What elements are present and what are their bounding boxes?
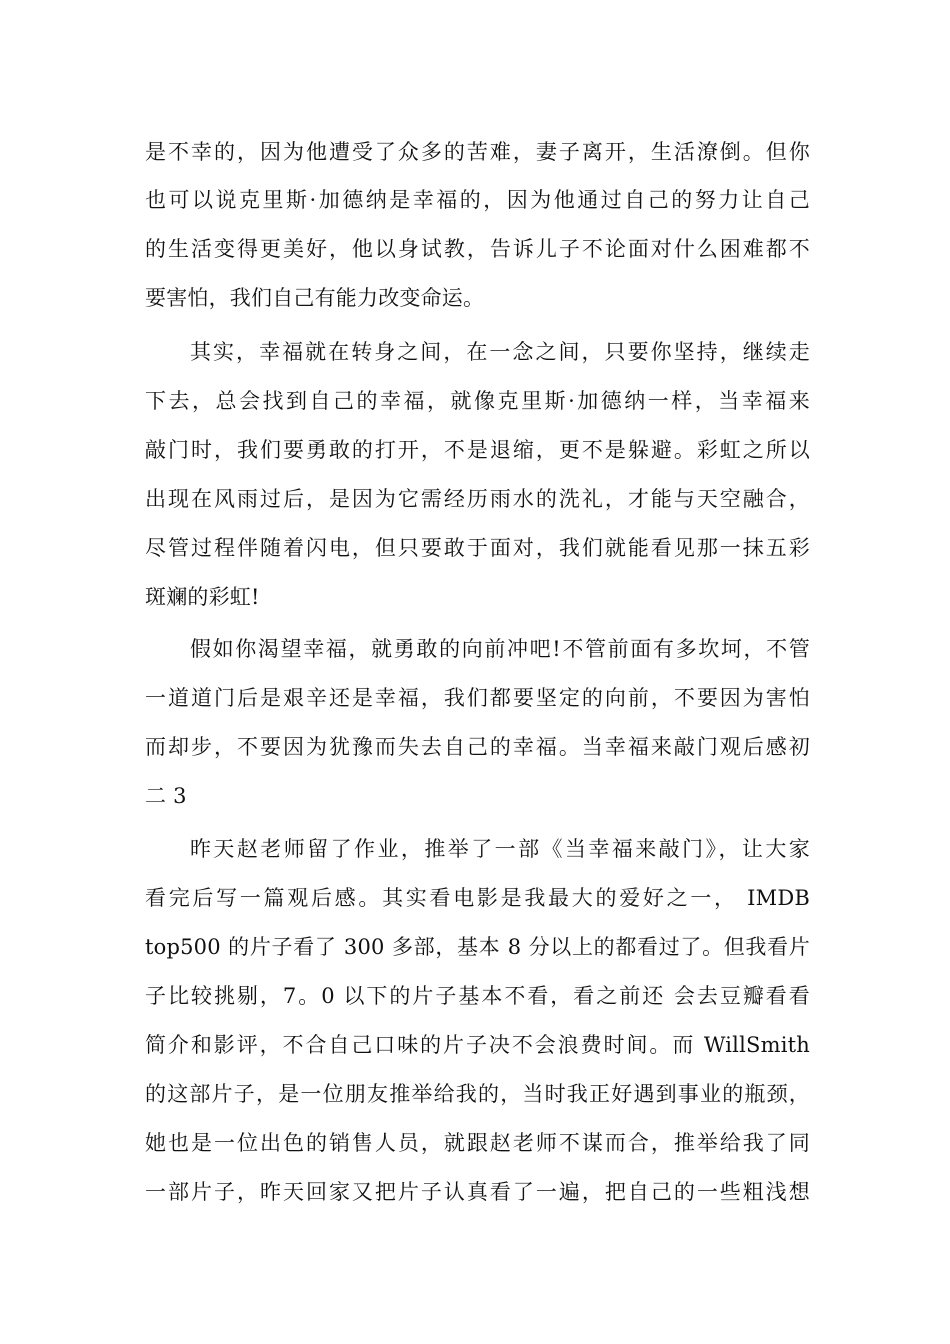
text-line: 二 3	[145, 784, 187, 808]
text-line: 一道道门后是艰辛还是幸福，我们都要坚定的向前，不要因为害怕	[145, 686, 810, 710]
text-line: 的生活变得更美好，他以身试教，告诉儿子不论面对什么困难都不	[145, 237, 810, 261]
text-line: 要害怕，我们自己有能力改变命运。	[145, 286, 485, 310]
paragraph-first-line: 昨天赵老师留了作业，推举了一部《当幸福来敲门》，让大家	[190, 837, 810, 861]
text-line: 她也是一位出色的销售人员，就跟赵老师不谋而合，推举给我了同	[145, 1131, 810, 1155]
text-line: 的这部片子，是一位朋友推举给我的，当时我正好遇到事业的瓶颈，	[145, 1082, 810, 1106]
text-line: 子比较挑剔，7。0 以下的片子基本不看，看之前还 会去豆瓣看看	[145, 984, 810, 1008]
text-line: 也可以说克里斯·加德纳是幸福的，因为他通过自己的努力让自己	[145, 188, 810, 212]
text-line: 一部片子，昨天回家又把片子认真看了一遍，把自己的一些粗浅想	[145, 1180, 810, 1204]
text-line: 下去，总会找到自己的幸福，就像克里斯·加德纳一样，当幸福来	[145, 389, 810, 413]
text-line: 而却步，不要因为犹豫而失去自己的幸福。当幸福来敲门观后感初	[145, 735, 810, 759]
text-line: 尽管过程伴随着闪电，但只要敢于面对，我们就能看见那一抹五彩	[145, 536, 810, 560]
text-line: 斑斓的彩虹!	[145, 585, 260, 609]
paragraph-first-line: 假如你渴望幸福，就勇敢的向前冲吧!不管前面有多坎坷，不管	[190, 637, 810, 661]
text-line: 简介和影评，不合自己口味的片子决不会浪费时间。而 WillSmith	[145, 1033, 810, 1057]
text-line: 是不幸的，因为他遭受了众多的苦难，妻子离开，生活潦倒。但你	[145, 140, 810, 164]
paragraph-first-line: 其实，幸福就在转身之间，在一念之间，只要你坚持，继续走	[190, 340, 810, 364]
text-line: 出现在风雨过后，是因为它需经历雨水的洗礼，才能与天空融合，	[145, 487, 810, 511]
text-line: top500 的片子看了 300 多部，基本 8 分以上的都看过了。但我看片	[145, 935, 810, 959]
text-line: 敲门时，我们要勇敢的打开，不是退缩，更不是躲避。彩虹之所以	[145, 438, 810, 462]
text-line: 看完后写一篇观后感。其实看电影是我最大的爱好之一， IMDB	[145, 886, 810, 910]
